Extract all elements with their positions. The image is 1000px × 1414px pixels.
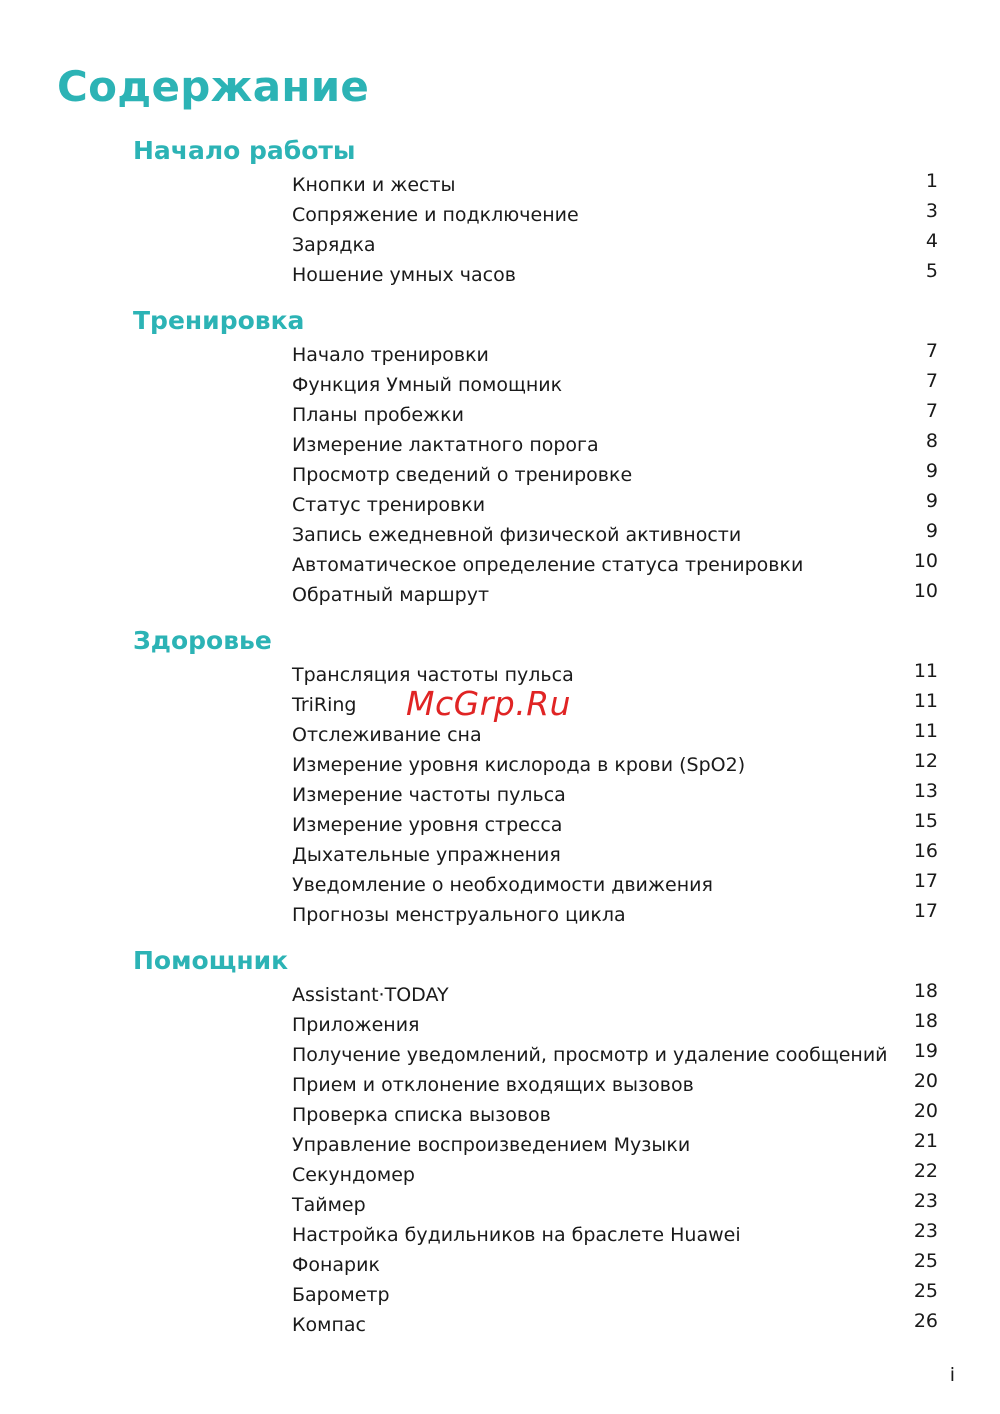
toc-entry-label: Приложения [292,1014,420,1036]
toc-entry[interactable] [292,580,938,612]
toc-entry-page: 12 [913,750,938,772]
toc-entry-label: Планы пробежки [292,404,464,426]
toc-entry-page: 9 [925,520,938,542]
toc-entry-label: Запись ежедневной физической активности [292,524,742,546]
toc-entry-label: TriRing [292,694,357,716]
toc-entry[interactable] [292,840,938,872]
page-number: i [949,1364,955,1386]
toc-entry[interactable] [292,1220,938,1252]
toc-entry-page: 23 [913,1220,938,1242]
toc-entry-label: Уведомление о необходимости движения [292,874,713,896]
toc-entry[interactable] [292,1130,938,1162]
toc-entry-label: Кнопки и жесты [292,174,456,196]
toc-entry-label: Таймер [292,1194,366,1216]
toc-entry-label: Отслеживание сна [292,724,482,746]
toc-entry-page: 7 [925,370,938,392]
toc-entry[interactable] [292,370,938,402]
toc-entry-label: Барометр [292,1284,390,1306]
toc-entry[interactable] [292,200,938,232]
toc-entry[interactable] [292,750,938,782]
toc-entry-page: 25 [913,1280,938,1302]
toc-entry-label: Измерение частоты пульса [292,784,566,806]
toc-entry[interactable] [292,1100,938,1132]
toc-entry-label: Компас [292,1314,366,1336]
watermark: McGrp.Ru [406,684,572,723]
toc-entry[interactable] [292,870,938,902]
toc-entry-page: 10 [913,580,938,602]
toc-entry[interactable] [292,400,938,432]
toc-entry-label: Измерение уровня стресса [292,814,563,836]
toc-entry-label: Прогнозы менструального цикла [292,904,626,926]
toc-entry[interactable] [292,520,938,552]
toc-entry-page: 10 [913,550,938,572]
toc-entry-page: 20 [913,1100,938,1122]
toc-entry[interactable] [292,780,938,812]
toc-entry-page: 5 [925,260,938,282]
toc-entry-label: Фонарик [292,1254,380,1276]
toc-entry-label: Управление воспроизведением Музыки [292,1134,691,1156]
toc-entry-page: 16 [913,840,938,862]
toc-entry[interactable] [292,260,938,292]
page-title: Содержание [57,62,370,111]
toc-entry[interactable] [292,980,938,1012]
toc-entry-label: Зарядка [292,234,376,256]
toc-entry-label: Измерение уровня кислорода в крови (SpO2) [292,754,746,776]
toc-entry-page: 9 [925,490,938,512]
toc-entry[interactable] [292,230,938,262]
toc-entry-label: Получение уведомлений, просмотр и удаление сообщений [292,1044,888,1066]
toc-entry-label: Статус тренировки [292,494,486,516]
toc-entry-label: Дыхательные упражнения [292,844,561,866]
toc-entry[interactable] [292,1070,938,1102]
section-heading: Начало работы [133,136,356,165]
toc-entry-page: 17 [913,870,938,892]
section-heading: Здоровье [133,626,272,655]
toc-entry-label: Проверка списка вызовов [292,1104,551,1126]
toc-entry[interactable] [292,1190,938,1222]
toc-entry-page: 21 [913,1130,938,1152]
toc-entry-page: 7 [925,400,938,422]
toc-entry-label: Автоматическое определение статуса тренировки [292,554,804,576]
toc-entry-page: 11 [913,660,938,682]
section-heading: Тренировка [133,306,305,335]
toc-entry[interactable] [292,170,938,202]
toc-entry-page: 25 [913,1250,938,1272]
toc-entry-page: 18 [913,980,938,1002]
toc-entry-label: Функция Умный помощник [292,374,563,396]
toc-entry[interactable] [292,900,938,932]
toc-entry[interactable] [292,430,938,462]
toc-entry-page: 18 [913,1010,938,1032]
toc-entry[interactable] [292,1040,938,1072]
toc-entry-page: 15 [913,810,938,832]
toc-entry-page: 20 [913,1070,938,1092]
toc-entry-page: 3 [925,200,938,222]
toc-entry-label: Измерение лактатного порога [292,434,599,456]
toc-entry-page: 1 [925,170,938,192]
toc-entry[interactable] [292,660,938,692]
toc-entry-page: 22 [913,1160,938,1182]
toc-entry-label: Ношение умных часов [292,264,516,286]
section-heading: Помощник [133,946,289,975]
toc-entry[interactable] [292,1310,938,1342]
toc-entry[interactable] [292,1280,938,1312]
toc-entry-label: Просмотр сведений о тренировке [292,464,633,486]
toc-entry[interactable] [292,490,938,522]
toc-entry-page: 11 [913,690,938,712]
toc-entry[interactable] [292,1160,938,1192]
toc-entry-label: Прием и отклонение входящих вызовов [292,1074,694,1096]
toc-entry-label: Трансляция частоты пульса [292,664,574,686]
toc-entry-page: 7 [925,340,938,362]
toc-entry-page: 13 [913,780,938,802]
toc-entry[interactable] [292,690,938,722]
toc-entry-page: 8 [925,430,938,452]
toc-entry[interactable] [292,460,938,492]
toc-entry[interactable] [292,550,938,582]
toc-entry-page: 19 [913,1040,938,1062]
toc-entry-label: Начало тренировки [292,344,489,366]
toc-entry[interactable] [292,1010,938,1042]
toc-entry-label: Обратный маршрут [292,584,490,606]
toc-entry-page: 11 [913,720,938,742]
toc-entry[interactable] [292,720,938,752]
toc-entry-page: 26 [913,1310,938,1332]
toc-entry[interactable] [292,1250,938,1282]
toc-entry-page: 23 [913,1190,938,1212]
toc-entry-page: 17 [913,900,938,922]
toc-entry-label: Assistant·TODAY [292,984,449,1006]
toc-entry-label: Настройка будильников на браслете Huawei [292,1224,741,1246]
toc-entry-label: Сопряжение и подключение [292,204,579,226]
toc-entry[interactable] [292,340,938,372]
toc-entry-label: Секундомер [292,1164,415,1186]
toc-entry-page: 4 [925,230,938,252]
toc-entry-page: 9 [925,460,938,482]
toc-entry[interactable] [292,810,938,842]
